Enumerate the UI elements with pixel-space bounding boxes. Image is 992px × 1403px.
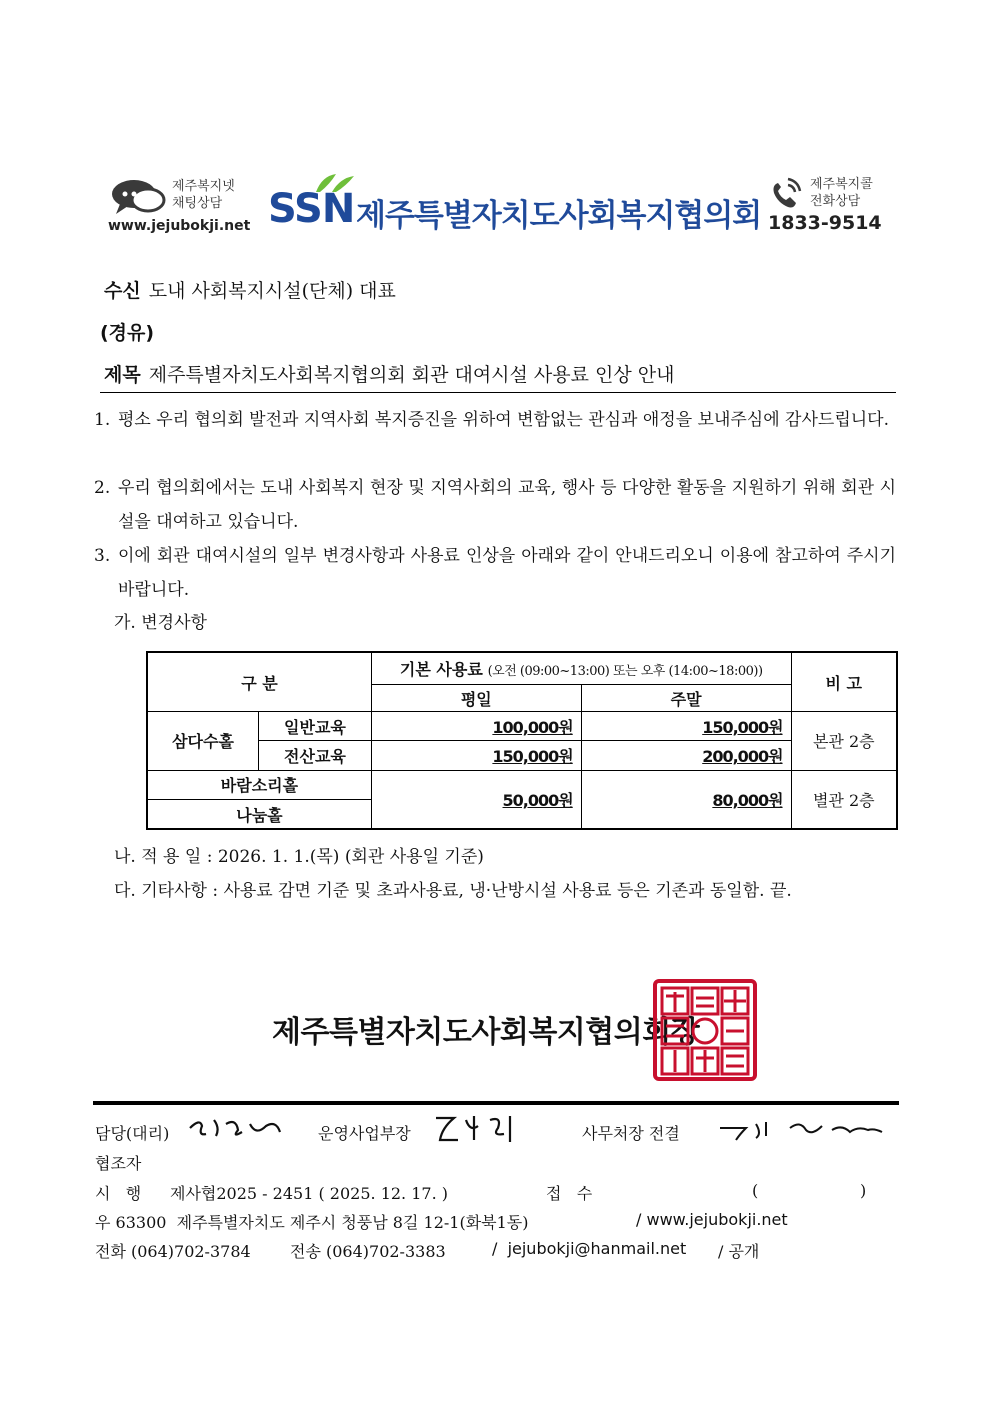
header-weekend: 주말 [581, 684, 791, 711]
row-label-general: 일반교육 [259, 712, 371, 741]
subject-divider [100, 392, 896, 393]
table-row [147, 712, 897, 741]
organization-name: 제주특별자치도사회복지협의회 [356, 198, 762, 234]
enforcement-value: 제사협2025 - 2451 ( 2025. 12. 17. ) [170, 1184, 448, 1203]
approver3-label: 사무처장 전결 [582, 1124, 680, 1143]
section-c-other: 다. 기타사항 : 사용료 감면 기준 및 초과사용료, 냉·난방시설 사용료 등은 기존과 동일함. 끝. [114, 881, 792, 901]
email-address[interactable]: / jejubokji@hanmail.net [492, 1239, 687, 1258]
fee-computer-weekday: 150,000원 [492, 747, 573, 767]
row-label-computer: 전산교육 [284, 747, 346, 767]
paragraph-2 [94, 471, 896, 539]
via-label: (경유) [100, 322, 155, 344]
sender-name: 제주특별자치도사회복지협의회장 [272, 1015, 700, 1050]
header-basic-fee-label: 기본 사용료 [399, 659, 483, 679]
fee-general-weekend: 150,000원 [702, 717, 783, 737]
header-basic-fee [371, 652, 791, 684]
recipient-label: 수신 [104, 280, 141, 302]
address: 우 63300 제주특별자치도 제주시 청풍남 8길 12-1(화북1동) [95, 1213, 529, 1232]
paragraph-1-number: 1. [94, 410, 111, 430]
note-annex-building: 별관 2층 [791, 770, 897, 829]
paragraph-2-number: 2. [94, 478, 111, 498]
receipt-value: ( ) [752, 1181, 867, 1200]
header-remarks: 비 고 [791, 652, 897, 712]
signature-approver1 [186, 1114, 286, 1142]
call-label-line2: 전화상담 [810, 194, 861, 209]
paragraph-2-text: 우리 협의회에서는 도내 사회복지 현장 및 지역사회의 교육, 행사 등 다양한 활동을 지원하기 위해 회관 시설을 대여하고 있습니다. [118, 478, 896, 532]
logo-text: SSN [268, 186, 355, 232]
phone-icon [766, 175, 806, 211]
header-category: 구 분 [147, 652, 371, 712]
official-seal-stamp [652, 978, 758, 1082]
paragraph-3-number: 3. [94, 546, 111, 566]
note-main-building: 본관 2층 [791, 712, 897, 771]
web-address[interactable]: / www.jejubokji.net [636, 1210, 788, 1229]
fee-computer-weekend: 200,000원 [702, 747, 783, 767]
fee-table [146, 651, 898, 830]
paragraph-1 [94, 403, 896, 437]
recipient-value: 도내 사회복지시설(단체) 대표 [148, 280, 396, 302]
fax-number: 전송 (064)702-3383 [290, 1242, 446, 1261]
signature-approver3 [716, 1116, 886, 1142]
approver2-label: 운영사업부장 [318, 1124, 411, 1143]
website-link[interactable]: www.jejubokji.net [108, 218, 251, 234]
subject-value: 제주특별자치도사회복지협의회 회관 대여시설 사용료 인상 안내 [148, 364, 675, 386]
paragraph-1-text: 평소 우리 협의회 발전과 지역사회 복지증진을 위하여 변함없는 관심과 애정을 보내주심에 감사드립니다. [118, 410, 889, 430]
section-b-effective-date: 나. 적 용 일 : 2026. 1. 1.(목) (회관 사용일 기준) [114, 847, 484, 867]
chat-label-line2: 채팅상담 [172, 196, 223, 211]
cooperation-label: 협조자 [95, 1154, 142, 1173]
section-a-heading: 가. 변경사항 [114, 613, 207, 633]
phone-number: 전화 (064)702-3784 [95, 1242, 251, 1261]
fee-hall23-weekend: 80,000원 [712, 790, 783, 810]
signature-approver2 [432, 1112, 522, 1144]
recipient-line [104, 276, 396, 303]
subject-line [104, 360, 674, 387]
hall-samdasu: 삼다수홀 [148, 712, 259, 770]
paragraph-3 [94, 539, 896, 607]
table-row [147, 770, 897, 799]
hall-nanum: 나눔홀 [147, 800, 371, 829]
subject-label: 제목 [104, 364, 141, 386]
call-label-line1: 제주복지콜 [810, 177, 873, 192]
paragraph-3-text: 이에 회관 대여시설의 일부 변경사항과 사용료 인상을 아래와 같이 안내드리오니 이용에 참고하여 주시기 바랍니다. [118, 546, 896, 600]
header-weekday: 평일 [371, 684, 581, 711]
disclosure-status: / 공개 [718, 1242, 760, 1261]
approver1-label: 담당(대리) [95, 1124, 170, 1143]
fee-general-weekday: 100,000원 [492, 717, 573, 737]
call-number[interactable]: 1833-9514 [768, 212, 882, 234]
hall-baramsori: 바람소리홀 [147, 770, 371, 799]
receipt-label: 접 수 [546, 1184, 593, 1203]
chat-label-line1: 제주복지넷 [172, 179, 235, 194]
enforcement-label: 시 행 [95, 1184, 142, 1203]
footer-divider [93, 1101, 899, 1105]
fee-hall23-weekday: 50,000원 [502, 790, 573, 810]
header-basic-fee-note: (오전 (09:00~13:00) 또는 오후 (14:00~18:00)) [487, 663, 763, 679]
chat-bubble-icon [110, 178, 168, 218]
